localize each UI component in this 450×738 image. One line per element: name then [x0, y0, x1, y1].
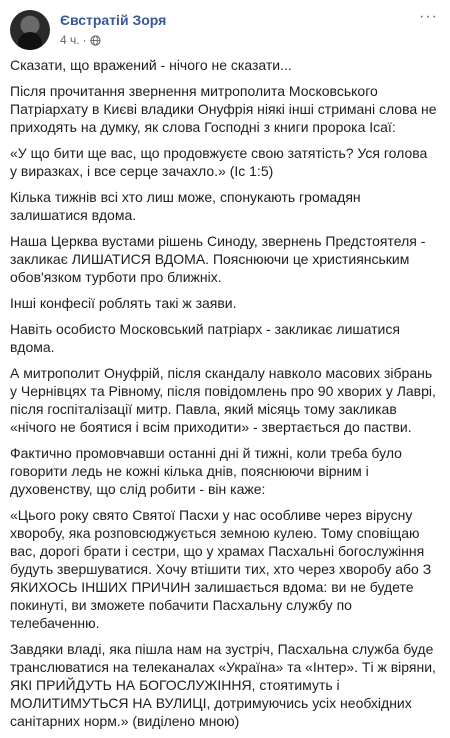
post-paragraph: «Цього року свято Святої Пасхи у нас особливе через вірусну хворобу, яка розповсюджується земною кулею. Тому сповіщаю вас, дорогі брати і сестри, що у храмах Пасхальні богослужіння будуть звершуватися. Хочу втішити тих, хто через хворобу або З ЯКИХОСЬ ІНШИХ ПРИЧИН залишається вдома: ви не будете покинуті, ви зможете побачити Пасхальну службу по телебаченню.	[10, 507, 432, 631]
more-options-icon[interactable]: ···	[419, 8, 438, 25]
meta-separator: ·	[82, 33, 87, 47]
post-paragraph: Інші конфесії роблять такі ж заяви.	[10, 295, 237, 311]
post-header	[10, 10, 440, 52]
author-name[interactable]: Євстратій Зоря	[60, 12, 167, 28]
post-paragraph: «У що бити ще вас, що продовжуєте свою затятість? Уся голова у виразках, і все серце зачахло.» (Іс 1:5)	[10, 145, 428, 179]
post-paragraph: Наша Церква вустами рішень Синоду, звернень Предстоятеля - закликає ЛИШАТИСЯ ВДОМА. Пояснюючи це християнським обов'язком турботи про ближніх.	[10, 233, 426, 285]
post-paragraph: Сказати, що вражений - нічого не сказати...	[10, 57, 292, 73]
author-avatar[interactable]	[10, 10, 50, 50]
post-paragraph: Навіть особисто Московський патріарх - закликає лишатися вдома.	[10, 321, 400, 355]
post-body	[10, 52, 440, 738]
post-paragraph: Завдяки владі, яка пішла нам на зустріч, Пасхальна служба буде транслюватися на телеканалах «Україна» та «Інтер». Ті ж віряни, ЯКІ ПРИЙДУТЬ НА БОГОСЛУЖІННЯ, стоятимуть і МОЛИТИМУТЬСЯ НА ВУЛИЦІ, дотримуючись усіх необхідних санітарних норм.» (виділено мною)	[10, 641, 436, 729]
post-timestamp[interactable]: 4 ч.	[60, 33, 80, 47]
post-paragraph: Після прочитання звернення митрополита Московського Патріархату в Києві владики Онуфрія ніякі інші стримані слова не приходять на думку, як слова Господні з книги пророка Ісаї:	[10, 83, 437, 135]
post-meta	[60, 33, 101, 47]
post-paragraph: Кілька тижнів всі хто лиш може, спонукають громадян залишатися вдома.	[10, 189, 361, 223]
post-paragraph: Фактично промовчавши останні дні й тижні, коли треба було говорити ледь не кожні кілька днів, пояснюючи вірним і духовенству, що слід робити - він каже:	[10, 445, 402, 497]
globe-icon[interactable]	[90, 35, 101, 46]
post-paragraph: А митрополит Онуфрій, після скандалу навколо масових зібрань у Чернівцях та Рівному, після повідомлень про 90 хворих у Лаврі, після госпіталізації митр. Павла, який місяць тому закликав «нічого не боятися і всім приходити» - звертається до пастви.	[10, 365, 436, 435]
